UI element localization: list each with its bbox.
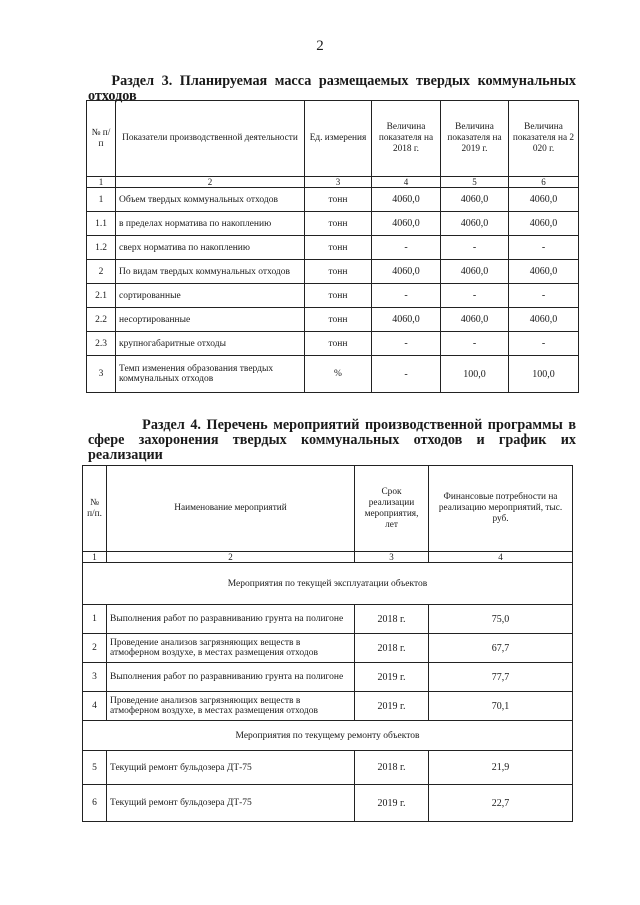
value-2019: - [441,284,509,308]
row-number: 5 [83,751,107,785]
title-word: график [498,432,547,448]
value-2020: 4060,0 [509,260,579,284]
row-number: 1.2 [87,236,116,260]
value-2018: - [372,236,441,260]
header-cell: Величина показателя на 2019 г. [441,101,509,177]
row-number: 1.1 [87,212,116,236]
section-row [83,563,573,605]
row-number: 2 [87,260,116,284]
value-2018: - [372,356,441,393]
row-unit: % [305,356,372,393]
title-word: твердых [232,432,287,448]
row-number: 1 [87,188,116,212]
header-cell: Наименование мероприятий [107,466,355,552]
value-2020: 4060,0 [509,188,579,212]
table-row [83,605,573,634]
row-name: в пределах норматива по накоплению [116,212,305,236]
planned-waste-mass-table [86,100,579,393]
header-cell: № п/п [87,101,116,177]
table-row [87,284,579,308]
column-number: 1 [87,177,116,188]
column-number: 3 [355,552,429,563]
value-2019: 4060,0 [441,260,509,284]
header-cell: Срок реализации мероприятия, лет [355,466,429,552]
table-row [83,663,573,692]
table-row [87,212,579,236]
column-number: 3 [305,177,372,188]
table-row [87,332,579,356]
row-name: сортированные [116,284,305,308]
row-name: несортированные [116,308,305,332]
row-unit: тонн [305,236,372,260]
row-number: 2 [83,634,107,663]
value-2020: 4060,0 [509,212,579,236]
row-name: сверх норматива по накоплению [116,236,305,260]
measure-amount: 77,7 [429,663,573,692]
measure-name: Проведение анализов загрязняющих веществ в атмоферном воздухе, в местах размещения отходов [107,692,355,721]
group-title: Мероприятия по текущему ремонту объектов [83,721,573,751]
table-row [87,260,579,284]
table-row [83,634,573,663]
table-row [87,236,579,260]
value-2020: - [509,236,579,260]
measure-year: 2018 г. [355,605,429,634]
row-unit: тонн [305,308,372,332]
section4-title-line1: Раздел 4. Перечень мероприятий производственной программы в [142,417,576,433]
header-cell: Величина показателя на 2018 г. [372,101,441,177]
row-unit: тонн [305,284,372,308]
value-2018: 4060,0 [372,212,441,236]
title-word: сфере [88,432,125,448]
value-2020: 100,0 [509,356,579,393]
header-cell: Величина показателя на 2 020 г. [509,101,579,177]
measure-amount: 75,0 [429,605,573,634]
value-2018: 4060,0 [372,308,441,332]
value-2019: 4060,0 [441,212,509,236]
measure-name: Проведение анализов загрязняющих веществ в атмоферном воздухе, в местах размещения отходов [107,634,355,663]
row-unit: тонн [305,260,372,284]
section4-heading [88,418,576,463]
value-2018: 4060,0 [372,260,441,284]
value-2018: - [372,332,441,356]
title-word: захоронения [138,432,219,448]
table-row [87,308,579,332]
measure-name: Выполнения работ по разравниванию грунта на полигоне [107,605,355,634]
table-row [83,692,573,721]
column-number: 2 [116,177,305,188]
row-number: 1 [83,605,107,634]
row-unit: тонн [305,188,372,212]
header-cell: Показатели производственной деятельности [116,101,305,177]
measure-amount: 70,1 [429,692,573,721]
value-2020: - [509,284,579,308]
column-number: 1 [83,552,107,563]
measure-name: Текущий ремонт бульдозера ДТ-75 [107,751,355,785]
measure-year: 2018 г. [355,751,429,785]
table-row [83,751,573,785]
table-header-row [87,101,579,177]
column-number: 4 [372,177,441,188]
value-2019: 4060,0 [441,188,509,212]
row-name: Объем твердых коммунальных отходов [116,188,305,212]
title-word: и [476,432,485,448]
value-2019: 4060,0 [441,308,509,332]
row-name: крупногабаритные отходы [116,332,305,356]
column-number: 4 [429,552,573,563]
measure-amount: 21,9 [429,751,573,785]
column-number-row [83,552,573,563]
section4-title-line2 [88,433,576,448]
table-row [87,356,579,393]
measure-year: 2019 г. [355,692,429,721]
section3-title-line2: отходов [88,88,137,104]
measure-name: Выполнения работ по разравниванию грунта на полигоне [107,663,355,692]
value-2018: - [372,284,441,308]
measure-year: 2019 г. [355,663,429,692]
row-number: 3 [83,663,107,692]
table-row [87,188,579,212]
row-name: Темп изменения образования твердых коммунальных отходов [116,356,305,393]
table-header-row [83,466,573,552]
value-2019: - [441,236,509,260]
row-number: 4 [83,692,107,721]
measure-amount: 67,7 [429,634,573,663]
value-2018: 4060,0 [372,188,441,212]
row-unit: тонн [305,332,372,356]
column-number-row [87,177,579,188]
value-2019: 100,0 [441,356,509,393]
title-word: их [560,432,576,448]
row-number: 2.1 [87,284,116,308]
row-unit: тонн [305,212,372,236]
row-number: 3 [87,356,116,393]
section3-title-line1: Раздел 3. Планируемая масса размещаемых твердых коммунальных [111,73,576,89]
value-2020: 4060,0 [509,308,579,332]
column-number: 6 [509,177,579,188]
page-number: 2 [316,38,324,54]
value-2019: - [441,332,509,356]
header-cell: Финансовые потребности на реализацию мероприятий, тыс. руб. [429,466,573,552]
measure-amount: 22,7 [429,785,573,822]
row-name: По видам твердых коммунальных отходов [116,260,305,284]
title-word: отходов [413,432,463,448]
group-title: Мероприятия по текущей эксплуатации объектов [83,563,573,605]
header-cell: Ед. измерения [305,101,372,177]
row-number: 2.2 [87,308,116,332]
header-cell: № п/п. [83,466,107,552]
section-row [83,721,573,751]
title-word: коммунальных [300,432,400,448]
section4-title-line3: реализации [88,447,163,463]
measure-year: 2019 г. [355,785,429,822]
row-number: 6 [83,785,107,822]
value-2020: - [509,332,579,356]
measure-year: 2018 г. [355,634,429,663]
measure-name: Текущий ремонт бульдозера ДТ-75 [107,785,355,822]
table-row [83,785,573,822]
measures-table [82,465,573,822]
column-number: 5 [441,177,509,188]
row-number: 2.3 [87,332,116,356]
column-number: 2 [107,552,355,563]
